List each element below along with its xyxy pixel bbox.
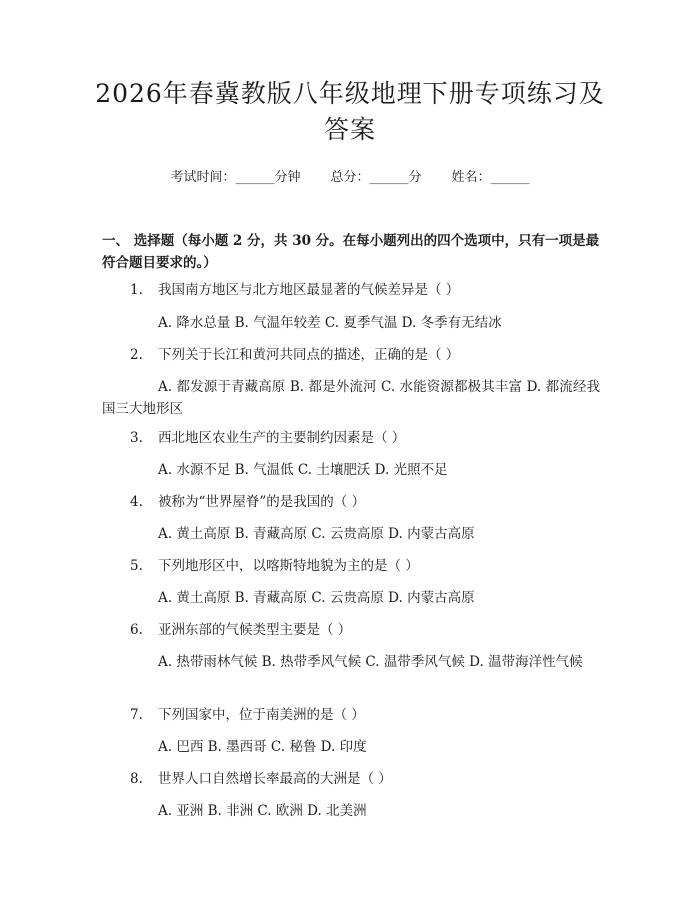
question-text: 世界人口自然增长率最高的大洲是（ ）: [158, 771, 392, 787]
section-heading: 一、 选择题（每小题 2 分，共 30 分。在每小题列出的四个选项中，只有一项是最符合题目要求的。）: [102, 233, 600, 271]
question-8: [130, 768, 600, 790]
question-2-options: A. 都发源于青藏高原 B. 都是外流河 C. 水能资源都极其丰富 D. 都流经我国三大地形区: [102, 379, 600, 417]
question-4: [130, 491, 600, 513]
question-8-options: A. 亚洲 B. 非洲 C. 欧洲 D. 北美洲: [158, 803, 367, 819]
question-text: 我国南方地区与北方地区最显著的气候差异是（ ）: [158, 282, 460, 298]
question-text: 下列地形区中，以喀斯特地貌为主的是（ ）: [158, 558, 419, 574]
total-score-label: 总分：______分: [330, 170, 422, 185]
question-2: [130, 344, 600, 366]
question-6: [130, 619, 600, 641]
question-3: [130, 427, 600, 449]
question-number: 5.: [130, 558, 143, 574]
question-text: 下列关于长江和黄河共同点的描述，正确的是（ ）: [158, 347, 460, 363]
question-text: 西北地区农业生产的主要制约因素是（ ）: [158, 430, 406, 446]
question-5-options: A. 黄土高原 B. 青藏高原 C. 云贵高原 D. 内蒙古高原: [158, 590, 475, 606]
exam-meta: [0, 168, 700, 188]
question-4-options: A. 黄土高原 B. 青藏高原 C. 云贵高原 D. 内蒙古高原: [158, 526, 475, 542]
question-number: 3.: [130, 430, 143, 446]
question-text: 被称为“世界屋脊”的是我国的（ ）: [158, 494, 366, 510]
question-text: 下列国家中，位于南美洲的是（ ）: [158, 707, 365, 723]
question-text: 亚洲东部的气候类型主要是（ ）: [158, 622, 352, 638]
document-title: 2026年春冀教版八年级地理下册专项练习及答案: [95, 79, 605, 144]
question-number: 7.: [130, 707, 143, 723]
question-6-options: A. 热带雨林气候 B. 热带季风气候 C. 温带季风气候 D. 温带海洋性气候: [158, 654, 583, 670]
question-5: [130, 555, 600, 577]
question-number: 6.: [130, 622, 143, 638]
student-name-label: 姓名：______: [451, 170, 530, 185]
exam-time-label: 考试时间：______分钟: [170, 170, 301, 185]
question-number: 8.: [130, 771, 143, 787]
question-3-options: A. 水源不足 B. 气温低 C. 土壤肥沃 D. 光照不足: [158, 462, 448, 478]
question-number: 4.: [130, 494, 143, 510]
question-7-options: A. 巴西 B. 墨西哥 C. 秘鲁 D. 印度: [158, 739, 367, 755]
question-1-options: A. 降水总量 B. 气温年较差 C. 夏季气温 D. 冬季有无结冰: [158, 315, 502, 331]
question-number: 2.: [130, 347, 143, 363]
question-7: [130, 704, 600, 726]
question-number: 1.: [130, 282, 143, 298]
question-1: [130, 279, 600, 301]
